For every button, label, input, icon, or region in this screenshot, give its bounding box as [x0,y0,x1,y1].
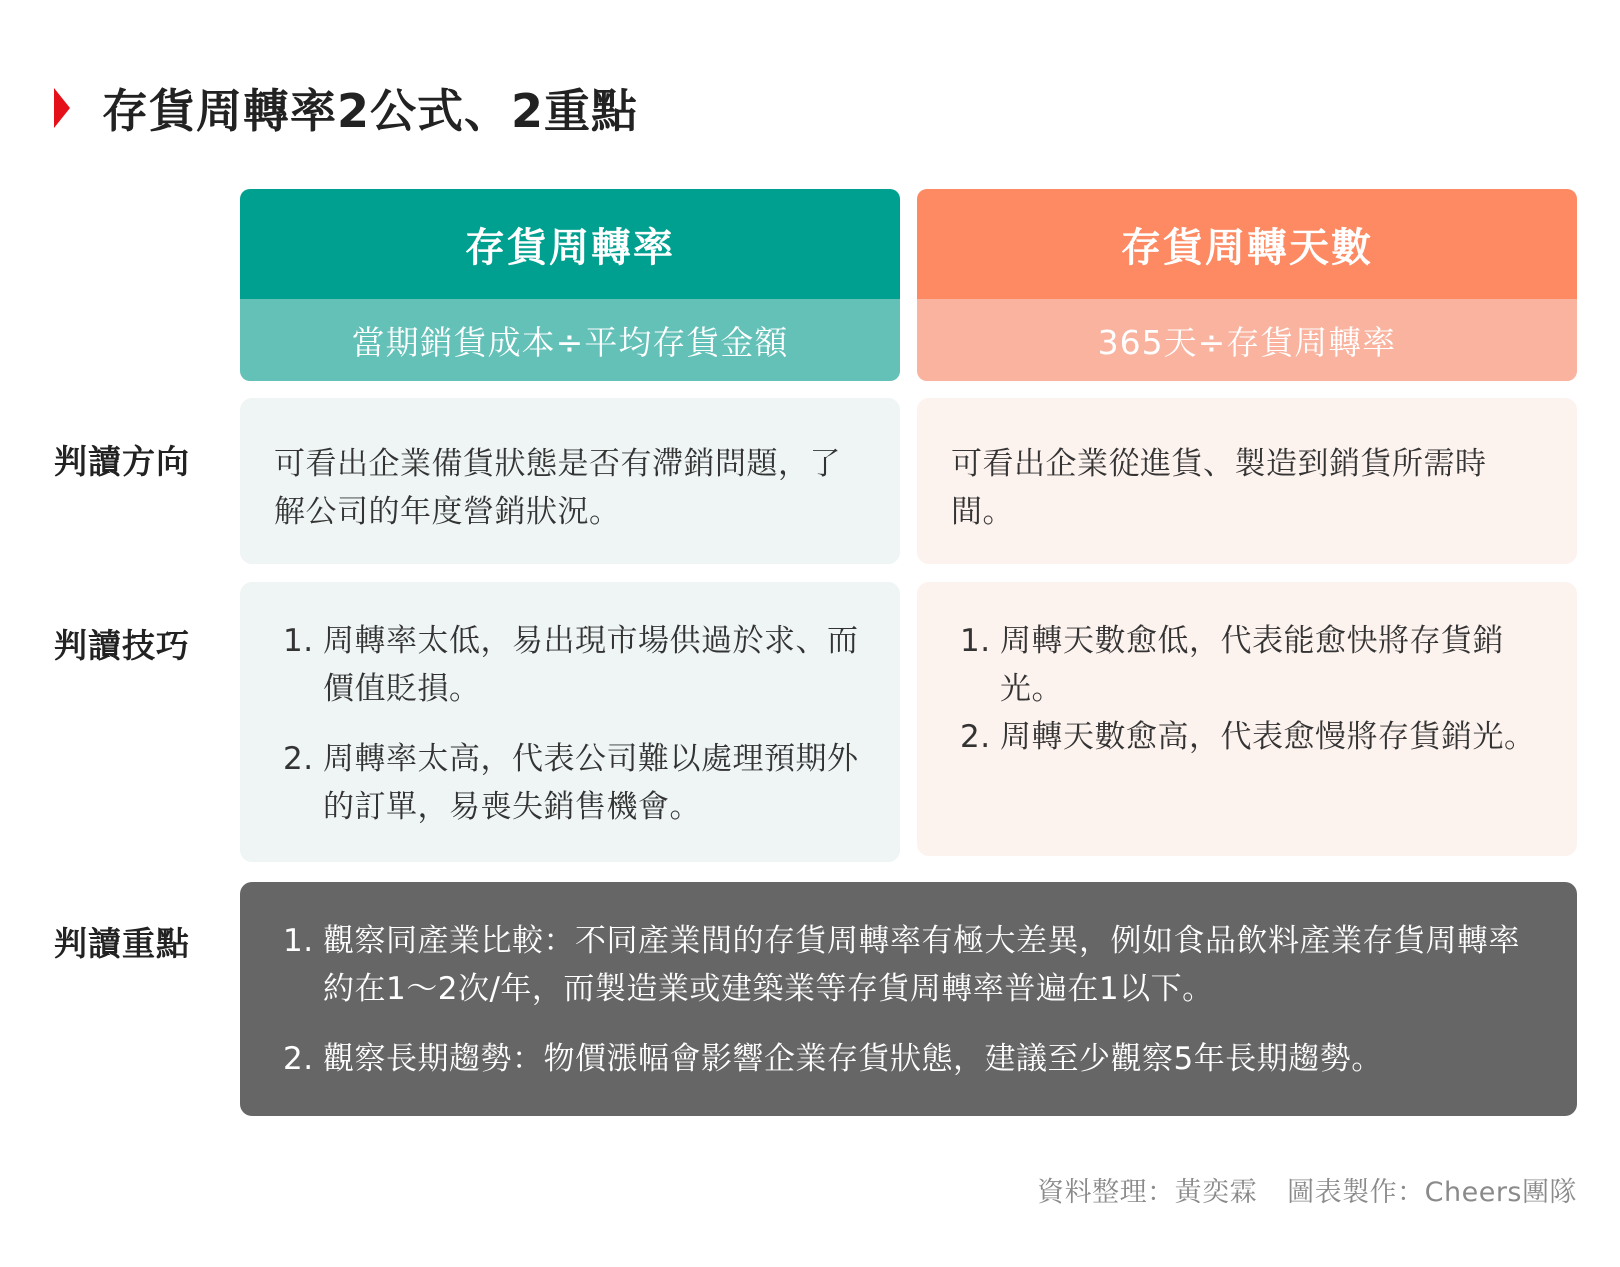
footer-credit: 圖表製作：Cheers團隊 [1287,1177,1577,1208]
column-name: 存貨周轉率 [240,189,900,299]
tips-cell-right [917,582,1577,856]
tips-list-left [283,617,870,831]
row-label-direction: 判讀方向 [54,442,190,481]
footer-source: 資料整理：黃奕霖 [1037,1177,1258,1208]
key-points-box [240,882,1577,1116]
direction-cell-right: 可看出企業從進貨、製造到銷貨所需時間。 [917,398,1577,564]
list-text: 周轉率太高，代表公司難以處理預期外的訂單，易喪失銷售機會。 [323,741,859,825]
list-text: 觀察長期趨勢：物價漲幅會影響企業存貨狀態，建議至少觀察5年長期趨勢。 [323,1041,1383,1077]
column-header-turnover-rate [240,189,900,381]
list-number: 1. [283,623,314,659]
list-text: 周轉天數愈低，代表能愈快將存貨銷光。 [1000,623,1504,707]
list-text: 周轉天數愈高，代表愈慢將存貨銷光。 [1000,719,1536,755]
list-item [283,917,1547,1013]
title-marker-icon [54,88,70,128]
column-header-turnover-days [917,189,1577,381]
list-text: 觀察同產業比較：不同產業間的存貨周轉率有極大差異，例如食品飲料產業存貨周轉率約在1～2次/年，而製造業或建築業等存貨周轉率普遍在1以下。 [323,923,1520,1007]
list-number: 2. [283,1041,314,1077]
list-item [283,617,870,713]
list-number: 1. [960,623,991,659]
title-bar [54,78,638,138]
column-name: 存貨周轉天數 [917,189,1577,299]
key-points-list [283,917,1547,1083]
column-formula: 365天÷存貨周轉率 [917,299,1577,381]
list-number: 2. [283,741,314,777]
list-text: 周轉率太低，易出現市場供過於求、而價值貶損。 [323,623,859,707]
list-item [960,617,1547,713]
page-title: 存貨周轉率2公式、2重點 [102,84,639,138]
tips-cell-left [240,582,900,862]
tips-list-right [960,617,1547,761]
row-label-key-points: 判讀重點 [54,924,190,963]
list-item [960,713,1547,761]
column-formula: 當期銷貨成本÷平均存貨金額 [240,299,900,381]
list-number: 1. [283,923,314,959]
list-item [283,735,870,831]
list-item [283,1035,1547,1083]
list-number: 2. [960,719,991,755]
direction-cell-left: 可看出企業備貨狀態是否有滯銷問題，了解公司的年度營銷狀況。 [240,398,900,564]
footer-credits [1037,1170,1577,1209]
row-label-tips: 判讀技巧 [54,626,190,665]
